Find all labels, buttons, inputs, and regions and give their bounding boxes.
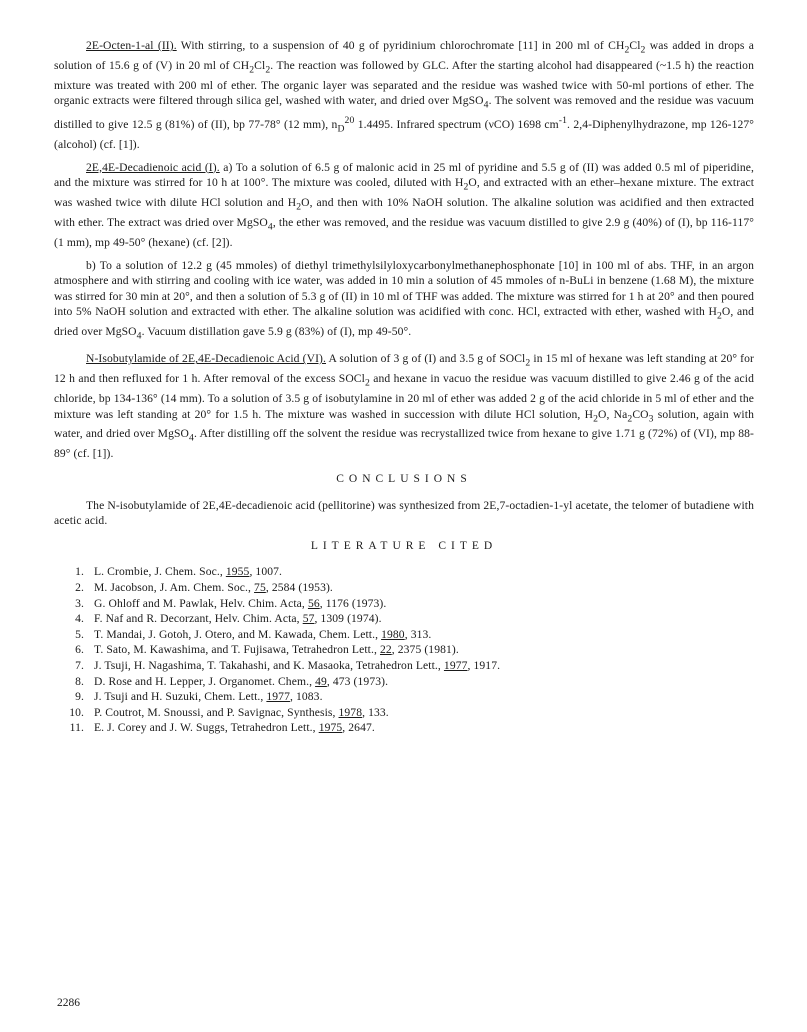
conclusions-paragraph: The N-isobutylamide of 2E,4E-decadienoic acid (pellitorine) was synthesized from 2E,7-octadien-1-yl acetate, the telomer of butadiene with acetic acid. bbox=[54, 498, 754, 528]
reference-item bbox=[54, 596, 754, 612]
paragraph-text: b) To a solution of 12.2 g (45 mmoles) of diethyl trimethylsilyloxycarbonylmethanephosphonate [10] in 100 ml of abs. THF, in an argon atmosphere and with stirring and cooling with ice water, was added in 10 min a solution of 45 mmoles of n-BuLi in benzene (1.68 M), the mixture was stirred for 30 min at 20°, and then a solution of 5.3 g of (II) in 10 ml of THF was added. The mixture was stirred for 1 h at 20° and then poured into 5% NaOH solution and extracted with ether. The alkaline solution was acidified with conc. HCl, extracted with ether, washed with $H_2O$, and dried over MgSO$_4$. Vacuum distillation gave 5.9 g (83%) of (I), mp 49-50°. bbox=[54, 258, 754, 342]
paragraph bbox=[54, 258, 754, 345]
reference-item bbox=[54, 627, 754, 643]
reference-number: 9. bbox=[75, 690, 84, 704]
compound-heading: N-Isobutylamide of 2E,4E-Decadienoic Acid (VI). bbox=[86, 352, 327, 366]
paragraph-text: A solution of 3 g of (I) and 3.5 g of SOCl$_2$ in 15 ml of hexane was left standing at 20° for 12 h and then refluxed for 1 h. After removal of the excess SOCl$_2$ and hexane in vacuo the residue was vacuum distilled to give 2.46 g of the acid chloride, bp 134-136° (14 mm). To a solution of 3.5 g of isobutylamine in 20 ml of ether was added 2 g of the acid chloride in 5 ml of ether and the mixture was left standing at 20° for 1.5 h. The mixture was washed in succession with dilute HCl solution, $H_2O$, $Na_2CO_3$ solution, again with water, and dried over MgSO$_4$. After distilling off the solvent the residue was recrystallized twice from hexane to give 1.71 g (72%) of (VI), mp 88-89° (cf. [1]). bbox=[54, 352, 755, 461]
reference-number: 4. bbox=[75, 612, 84, 626]
reference-number: 11. bbox=[69, 721, 84, 735]
reference-text: E. J. Corey and J. W. Suggs, Tetrahedron Lett., 1975, 2647. bbox=[94, 721, 375, 735]
reference-text: G. Ohloff and M. Pawlak, Helv. Chim. Acta, 56, 1176 (1973). bbox=[94, 596, 387, 610]
paragraph-text: a) To a solution of 6.5 g of malonic acid in 25 ml of pyridine and 5.5 g of (II) was added 0.5 ml of piperidine, and the mixture was stirred for 10 h at 100°. The mixture was cooled, diluted with $H_2O$, and extracted with an ether–hexane mixture. The extract was washed twice with dilute HCl solution and $H_2O$, and then with 10% NaOH solution. The alkaline solution was acidified and then extracted with ether. The extract was dried over MgSO$_4$, the ether was removed, and the residue was vacuum distilled to give 2.9 g (40%) of (I), bp 116-117° (1 mm), mp 49-50° (hexane) (cf. [2]). bbox=[54, 160, 755, 249]
reference-number: 3. bbox=[75, 596, 84, 610]
reference-item bbox=[54, 689, 754, 705]
reference-item bbox=[54, 642, 754, 658]
reference-number: 10. bbox=[69, 705, 84, 719]
reference-item bbox=[54, 720, 754, 736]
reference-number: 8. bbox=[75, 674, 84, 688]
literature-cited-heading: LITERATURE CITED bbox=[310, 539, 498, 552]
document-page bbox=[54, 38, 754, 736]
reference-text: F. Naf and R. Decorzant, Helv. Chim. Acta, 57, 1309 (1974). bbox=[94, 612, 382, 626]
reference-list bbox=[54, 564, 754, 736]
compound-heading: 2E-Octen-1-al (II). bbox=[86, 39, 177, 52]
reference-number: 1. bbox=[75, 565, 84, 579]
paragraph-text: With stirring, to a suspension of 40 g of pyridinium chlorochromate [11] in 200 ml of $CH_2Cl_2$ was added in drops a solution of 15.6 g of (V) in 20 ml of $CH_2Cl_2$. The reaction was followed by GLC. After the starting alcohol had disappeared (~1.5 h) the reaction mixture was treated with 200 ml of ether. The organic layer was separated and the residue was washed twice with 50-ml portions of ether. The organic extracts were filtered through silica gel, washed with water, and dried over MgSO$_4$. The solvent was removed and the residue was vacuum distilled to give 12.5 g (81%) of (II), bp 77-78° (12 mm), $n_D^{20}$ 1.4495. Infrared spectrum (νCO) 1698 $cm^{-1}$. 2,4-Diphenylhydrazone, mp 126-127° (alcohol) (cf. [1]). bbox=[54, 39, 755, 152]
reference-item bbox=[54, 705, 754, 721]
conclusions-heading: CONCLUSIONS bbox=[336, 472, 472, 485]
reference-text: L. Crombie, J. Chem. Soc., 1955, 1007. bbox=[94, 565, 283, 579]
reference-text: J. Tsuji, H. Nagashima, T. Takahashi, and K. Masaoka, Tetrahedron Lett., 1977, 1917. bbox=[94, 658, 501, 672]
paragraph bbox=[54, 38, 754, 153]
reference-item bbox=[54, 658, 754, 674]
reference-item bbox=[54, 674, 754, 690]
reference-text: T. Sato, M. Kawashima, and T. Fujisawa, Tetrahedron Lett., 22, 2375 (1981). bbox=[94, 643, 459, 657]
page-number: 2286 bbox=[57, 997, 80, 1009]
compound-heading: 2E,4E-Decadienoic acid (I). bbox=[86, 160, 220, 174]
reference-number: 5. bbox=[75, 627, 84, 641]
reference-number: 7. bbox=[75, 658, 84, 672]
experimental-section bbox=[54, 38, 754, 462]
paragraph bbox=[54, 351, 754, 462]
reference-text: J. Tsuji and H. Suzuki, Chem. Lett., 1977, 1083. bbox=[94, 690, 323, 704]
reference-number: 2. bbox=[75, 580, 84, 594]
reference-text: D. Rose and H. Lepper, J. Organomet. Chem., 49, 473 (1973). bbox=[94, 674, 389, 688]
reference-item bbox=[54, 564, 754, 580]
paragraph bbox=[54, 160, 754, 251]
reference-text: P. Coutrot, M. Snoussi, and P. Savignac, Synthesis, 1978, 133. bbox=[94, 705, 389, 719]
reference-item bbox=[54, 611, 754, 627]
reference-item bbox=[54, 580, 754, 596]
reference-number: 6. bbox=[75, 643, 84, 657]
reference-text: M. Jacobson, J. Am. Chem. Soc., 75, 2584 (1953). bbox=[94, 580, 333, 594]
reference-text: T. Mandai, J. Gotoh, J. Otero, and M. Kawada, Chem. Lett., 1980, 313. bbox=[94, 627, 432, 641]
